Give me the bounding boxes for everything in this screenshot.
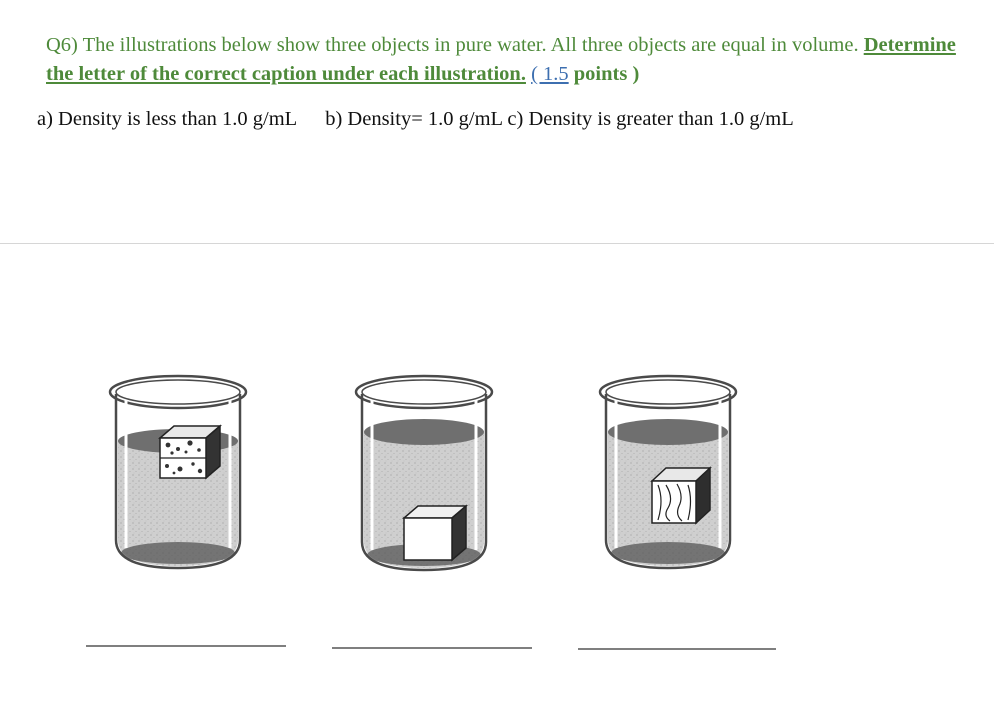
water-surface-2 (364, 419, 484, 445)
beaker-3 (600, 376, 736, 568)
beaker-2 (356, 376, 492, 570)
points-link[interactable]: ( 1.5 (531, 63, 569, 85)
question-intro: Q6) The illustrations below show three objects in pure water. All three objects are equal in volume. (46, 34, 864, 56)
wood-grain-cube (652, 468, 710, 523)
beaker-1 (110, 376, 246, 568)
option-c: c) Density is greater than 1.0 g/mL (507, 108, 794, 130)
option-a: a) Density is less than 1.0 g/mL (37, 108, 298, 130)
water-surface-3 (608, 419, 728, 445)
porous-block (160, 426, 220, 478)
points-label: points ) (568, 63, 640, 85)
question-instruction: Determine the letter of the correct caption under each illustration. (46, 34, 956, 85)
solid-cube (404, 506, 466, 560)
option-b: b) Density= 1.0 g/mL (325, 108, 503, 130)
